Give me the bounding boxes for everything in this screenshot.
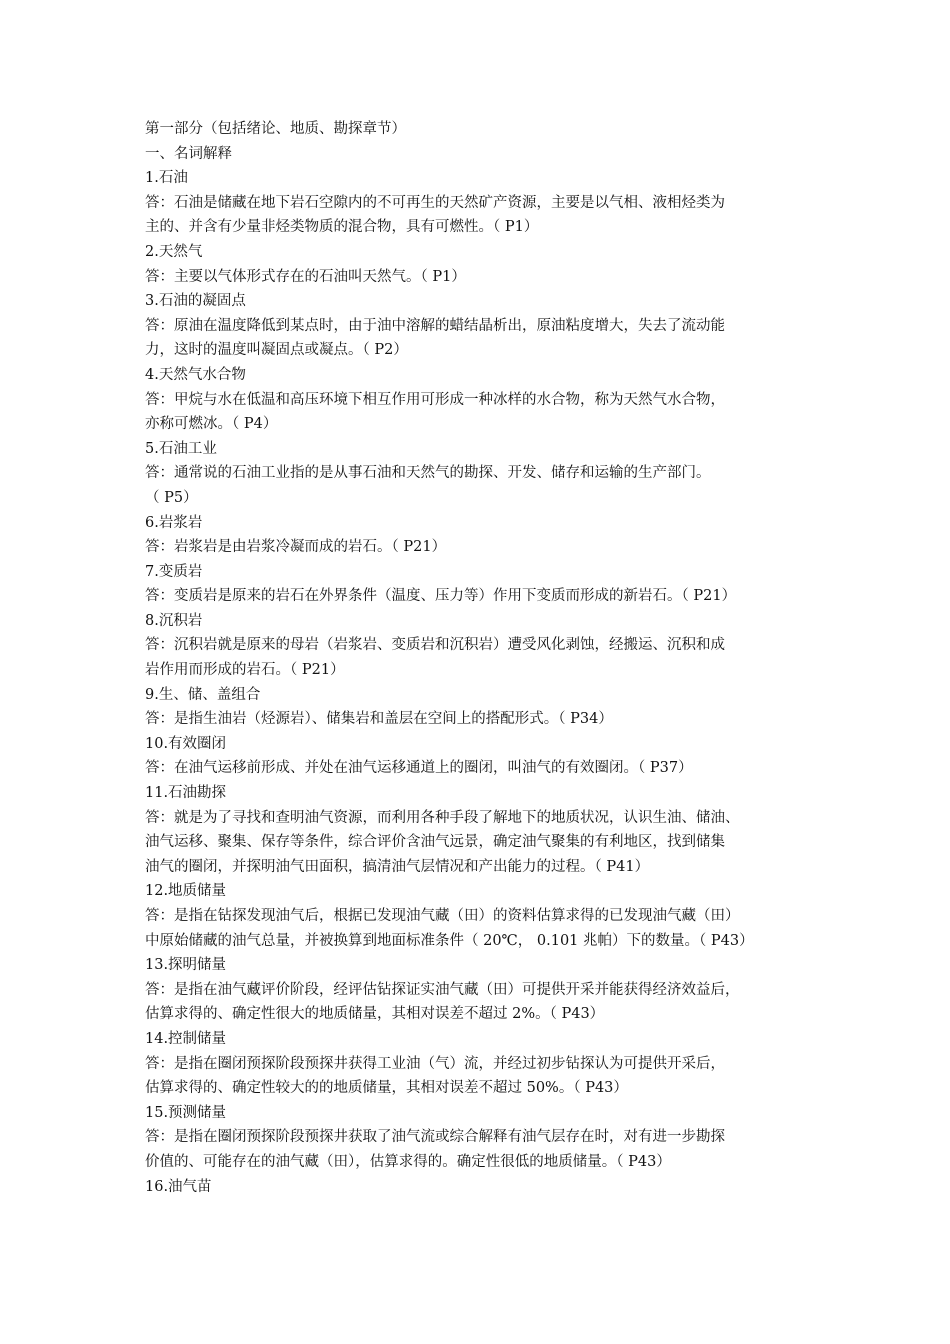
- answer-line: 中原始储藏的油气总量，并被换算到地面标准条件（ 20℃， 0.101 兆帕）下的数量。（ P43）: [145, 932, 754, 949]
- answer-line: 答：岩浆岩是由岩浆冷凝而成的岩石。（ P21）: [145, 539, 447, 556]
- term-heading: 7.变质岩: [145, 563, 203, 580]
- answer-line: 亦称可燃冰。（ P4）: [145, 416, 278, 433]
- term-heading: 15.预测储量: [145, 1104, 227, 1121]
- document-page: [145, 117, 813, 1199]
- answer-line: 答：沉积岩就是原来的母岩（岩浆岩、变质岩和沉积岩）遭受风化剥蚀，经搬运、沉积和成: [145, 637, 725, 654]
- answer-line: 答：是指在圈闭预探阶段预探井获得工业油（气）流，并经过初步钻探认为可提供开采后，: [145, 1055, 725, 1072]
- term-heading: 13.探明储量: [145, 957, 227, 974]
- answer-line: 答：是指在油气藏评价阶段，经评估钻探证实油气藏（田）可提供开采并能获得经济效益后，: [145, 981, 740, 998]
- answer-line: 答：石油是储藏在地下岩石空隙内的不可再生的天然矿产资源，主要是以气相、液相烃类为: [145, 194, 725, 211]
- answer-line: 答：原油在温度降低到某点时，由于油中溶解的蜡结晶析出，原油粘度增大，失去了流动能: [145, 317, 725, 334]
- answer-line: 答：就是为了寻找和查明油气资源，而利用各种手段了解地下的地质状况，认识生油、储油、: [145, 809, 740, 826]
- term-heading: 4.天然气水合物: [145, 366, 246, 383]
- answer-line: 油气的圈闭，并探明油气田面积，搞清油气层情况和产出能力的过程。（ P41）: [145, 858, 650, 875]
- answer-line: 答：主要以气体形式存在的石油叫天然气。（ P1）: [145, 268, 466, 285]
- answer-line: 答：是指在圈闭预探阶段预探井获取了油气流或综合解释有油气层存在时，对有进一步勘探: [145, 1129, 725, 1146]
- answer-line: 油气运移、聚集、保存等条件，综合评价含油气远景，确定油气聚集的有利地区，找到储集: [145, 834, 725, 851]
- answer-line: 估算求得的、确定性较大的的地质储量，其相对误差不超过 50%。（ P43）: [145, 1080, 628, 1097]
- answer-line: 答：是指生油岩（烃源岩）、储集岩和盖层在空间上的搭配形式。（ P34）: [145, 711, 613, 728]
- term-heading: 12.地质储量: [145, 883, 227, 900]
- term-heading: 1.石油: [145, 170, 188, 187]
- answer-line: 答：是指在钻探发现油气后，根据已发现油气藏（田）的资料估算求得的已发现油气藏（田）: [145, 908, 740, 924]
- answer-line: 力，这时的温度叫凝固点或凝点。（ P2）: [145, 342, 408, 359]
- term-heading: 11.石油勘探: [145, 785, 227, 802]
- answer-line: 岩作用而形成的岩石。（ P21）: [145, 662, 345, 679]
- subsection-heading: 一、名词解释: [145, 145, 232, 162]
- answer-line: 价值的、可能存在的油气藏（田），估算求得的。确定性很低的地质储量。（ P43）: [145, 1153, 671, 1170]
- term-heading: 8.沉积岩: [145, 612, 203, 629]
- answer-line: 答：在油气运移前形成、并处在油气运移通道上的圈闭，叫油气的有效圈闭。（ P37）: [145, 760, 693, 777]
- term-heading: 9.生、储、盖组合: [145, 686, 261, 703]
- term-heading: 2.天然气: [145, 243, 203, 260]
- term-heading: 14.控制储量: [145, 1030, 227, 1047]
- answer-line: 估算求得的、确定性很大的地质储量，其相对误差不超过 2%。（ P43）: [145, 1006, 605, 1023]
- term-heading: 10.有效圈闭: [145, 735, 227, 752]
- section-heading: 第一部分（包括绪论、地质、勘探章节）: [145, 121, 406, 137]
- term-heading: 5.石油工业: [145, 440, 217, 457]
- answer-line: 答：甲烷与水在低温和高压环境下相互作用可形成一种冰样的水合物，称为天然气水合物，: [145, 391, 725, 408]
- term-heading: 3.石油的凝固点: [145, 293, 246, 310]
- answer-line: 答：变质岩是原来的岩石在外界条件（温度、压力等）作用下变质而形成的新岩石。（ P21）: [145, 588, 737, 605]
- answer-line: 答：通常说的石油工业指的是从事石油和天然气的勘探、开发、储存和运输的生产部门。: [145, 465, 711, 482]
- term-heading: 6.岩浆岩: [145, 514, 203, 531]
- answer-line: 主的、并含有少量非烃类物质的混合物，具有可燃性。（ P1）: [145, 219, 539, 236]
- term-heading: 16.油气苗: [145, 1178, 212, 1195]
- answer-line: （ P5）: [145, 489, 198, 506]
